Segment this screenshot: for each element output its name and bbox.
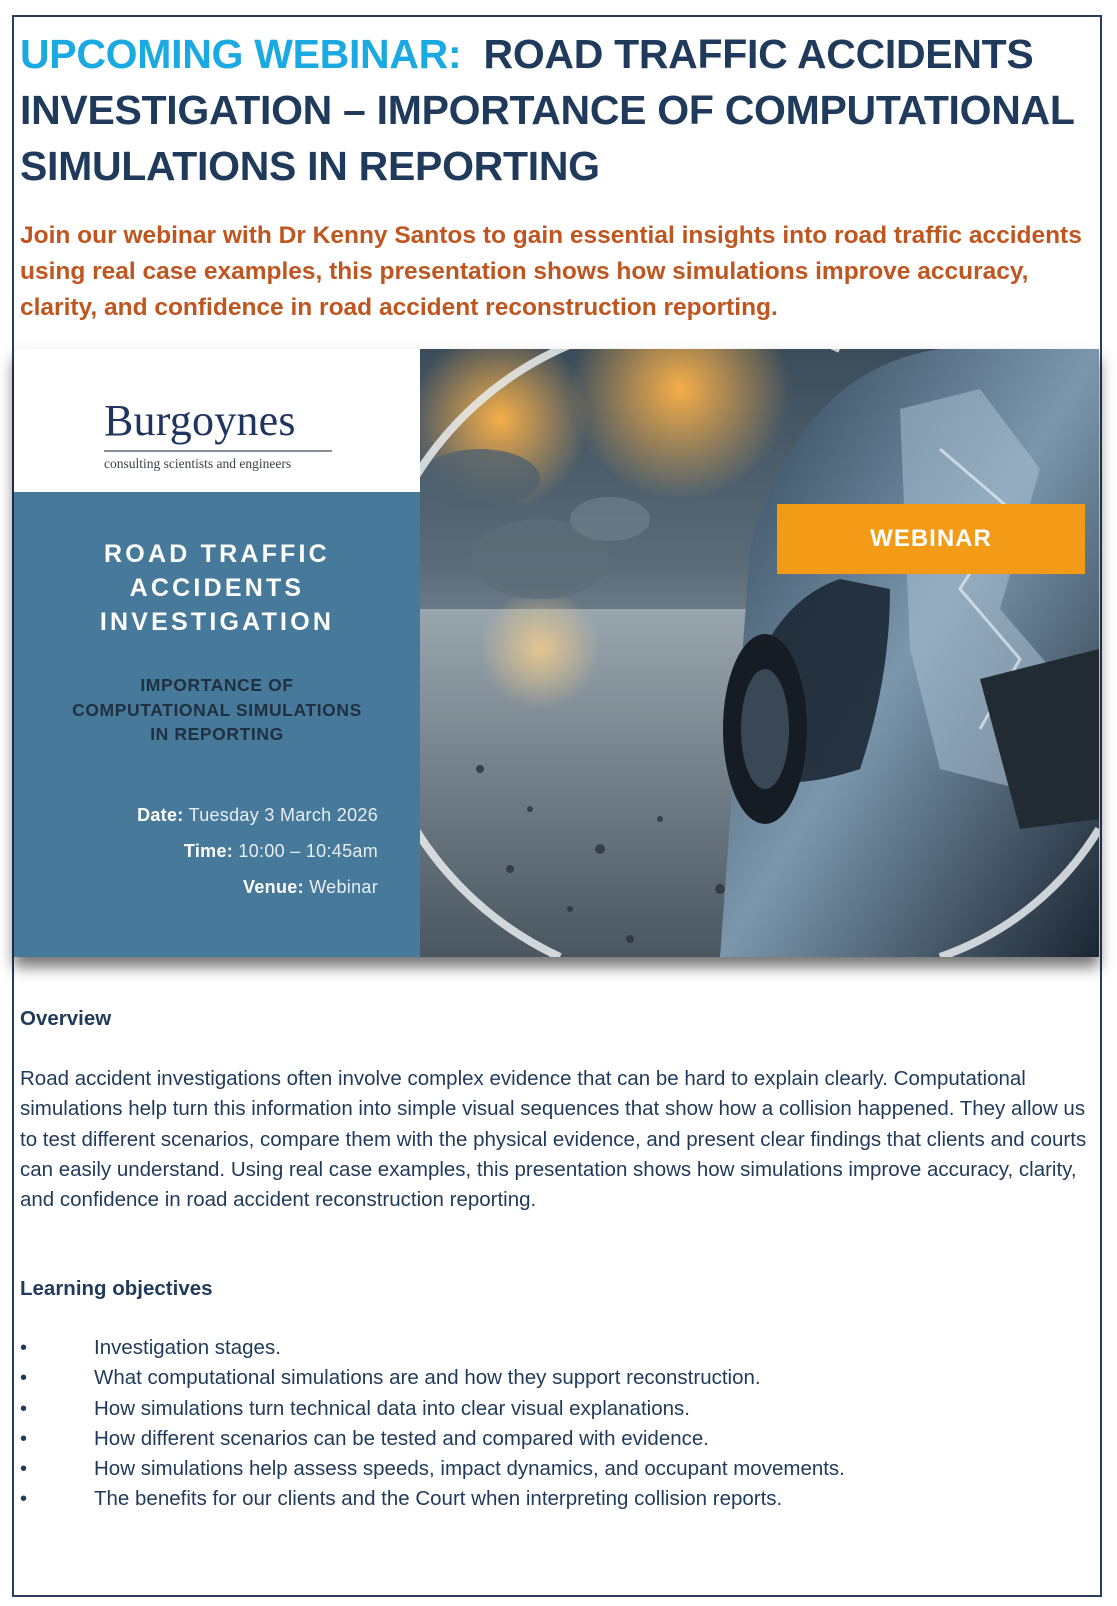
venue-value: Webinar — [309, 877, 378, 897]
logo — [14, 349, 420, 492]
learning-objectives-heading: Learning objectives — [20, 1277, 213, 1300]
bullet-icon: • — [20, 1367, 28, 1390]
title-prefix: UPCOMING WEBINAR: — [20, 31, 462, 77]
banner-subtitle-line: COMPUTATIONAL SIMULATIONS — [72, 699, 362, 720]
logo-wordmark: Burgoynes — [104, 396, 296, 445]
overview-body: Road accident investigations often involve complex evidence that can be hard to explain clearly. Computational simulations help turn this information into simple visual sequences that show how a collision happened. They allow us to test different scenarios, compare them with the physical evidence, and present clear findings that clients and courts can easily understand. Using real case examples, this presentation shows how simulations improve accuracy, clarity, and confidence in road accident reconstruction reporting. — [20, 1067, 1087, 1212]
list-item — [20, 1363, 1095, 1393]
bullet-icon: • — [20, 1337, 28, 1359]
event-date — [48, 805, 378, 826]
webinar-badge: WEBINAR — [777, 504, 1085, 574]
event-time — [48, 841, 378, 862]
time-label: Time: — [183, 841, 234, 861]
list-item — [20, 1333, 1095, 1363]
list-item — [20, 1484, 1095, 1514]
banner-subtitle — [14, 673, 420, 747]
banner-title — [14, 537, 420, 639]
overview-heading: Overview — [20, 1007, 112, 1030]
list-item-text: How different scenarios can be tested and compared with evidence. — [94, 1426, 709, 1450]
banner-subtitle-line: IN REPORTING — [150, 724, 284, 744]
list-item-text: The benefits for our clients and the Court when interpreting collision reports. — [94, 1487, 783, 1511]
date-value: Tuesday 3 March 2026 — [188, 805, 378, 825]
event-venue — [48, 877, 378, 898]
list-item — [20, 1454, 1095, 1484]
learning-objectives-list — [20, 1333, 1095, 1515]
list-item-text: How simulations help assess speeds, impact dynamics, and occupant movements. — [94, 1457, 845, 1481]
title-text: ROAD TRAFFIC ACCIDENTS INVESTIGATION – IMPORTANCE OF COMPUTATIONAL SIMULATIONS IN REPORTING — [20, 31, 1074, 189]
list-item-text: How simulations turn technical data into clear visual explanations. — [94, 1396, 690, 1420]
banner-info-panel — [14, 349, 420, 957]
list-item-text: What computational simulations are and how they support reconstruction. — [94, 1366, 761, 1390]
banner-title-line: ACCIDENTS — [129, 574, 305, 602]
banner-title-line: INVESTIGATION — [99, 608, 335, 636]
banner-title-line: ROAD TRAFFIC — [104, 540, 330, 568]
list-item-text: Investigation stages. — [94, 1336, 281, 1359]
crashed-car-photo — [420, 349, 1099, 957]
logo-tagline: consulting scientists and engineers — [104, 456, 292, 471]
page-title — [20, 26, 1095, 194]
bullet-icon: • — [20, 1458, 28, 1481]
venue-label: Venue: — [243, 877, 304, 897]
bullet-icon: • — [20, 1427, 28, 1450]
bullet-icon: • — [20, 1397, 28, 1420]
date-label: Date: — [137, 805, 184, 825]
list-item — [20, 1424, 1095, 1454]
bullet-icon: • — [20, 1488, 28, 1511]
intro-text: Join our webinar with Dr Kenny Santos to gain essential insights into road traffic accidents using real case examples, this presentation shows how simulations improve accuracy, clarity, and confidence in road accident reconstruction reporting. — [20, 222, 1082, 321]
banner-subtitle-line: IMPORTANCE OF — [140, 675, 294, 695]
time-value: 10:00 – 10:45am — [238, 841, 378, 861]
webinar-banner — [14, 349, 1099, 957]
logo-divider — [104, 450, 332, 452]
list-item — [20, 1394, 1095, 1424]
